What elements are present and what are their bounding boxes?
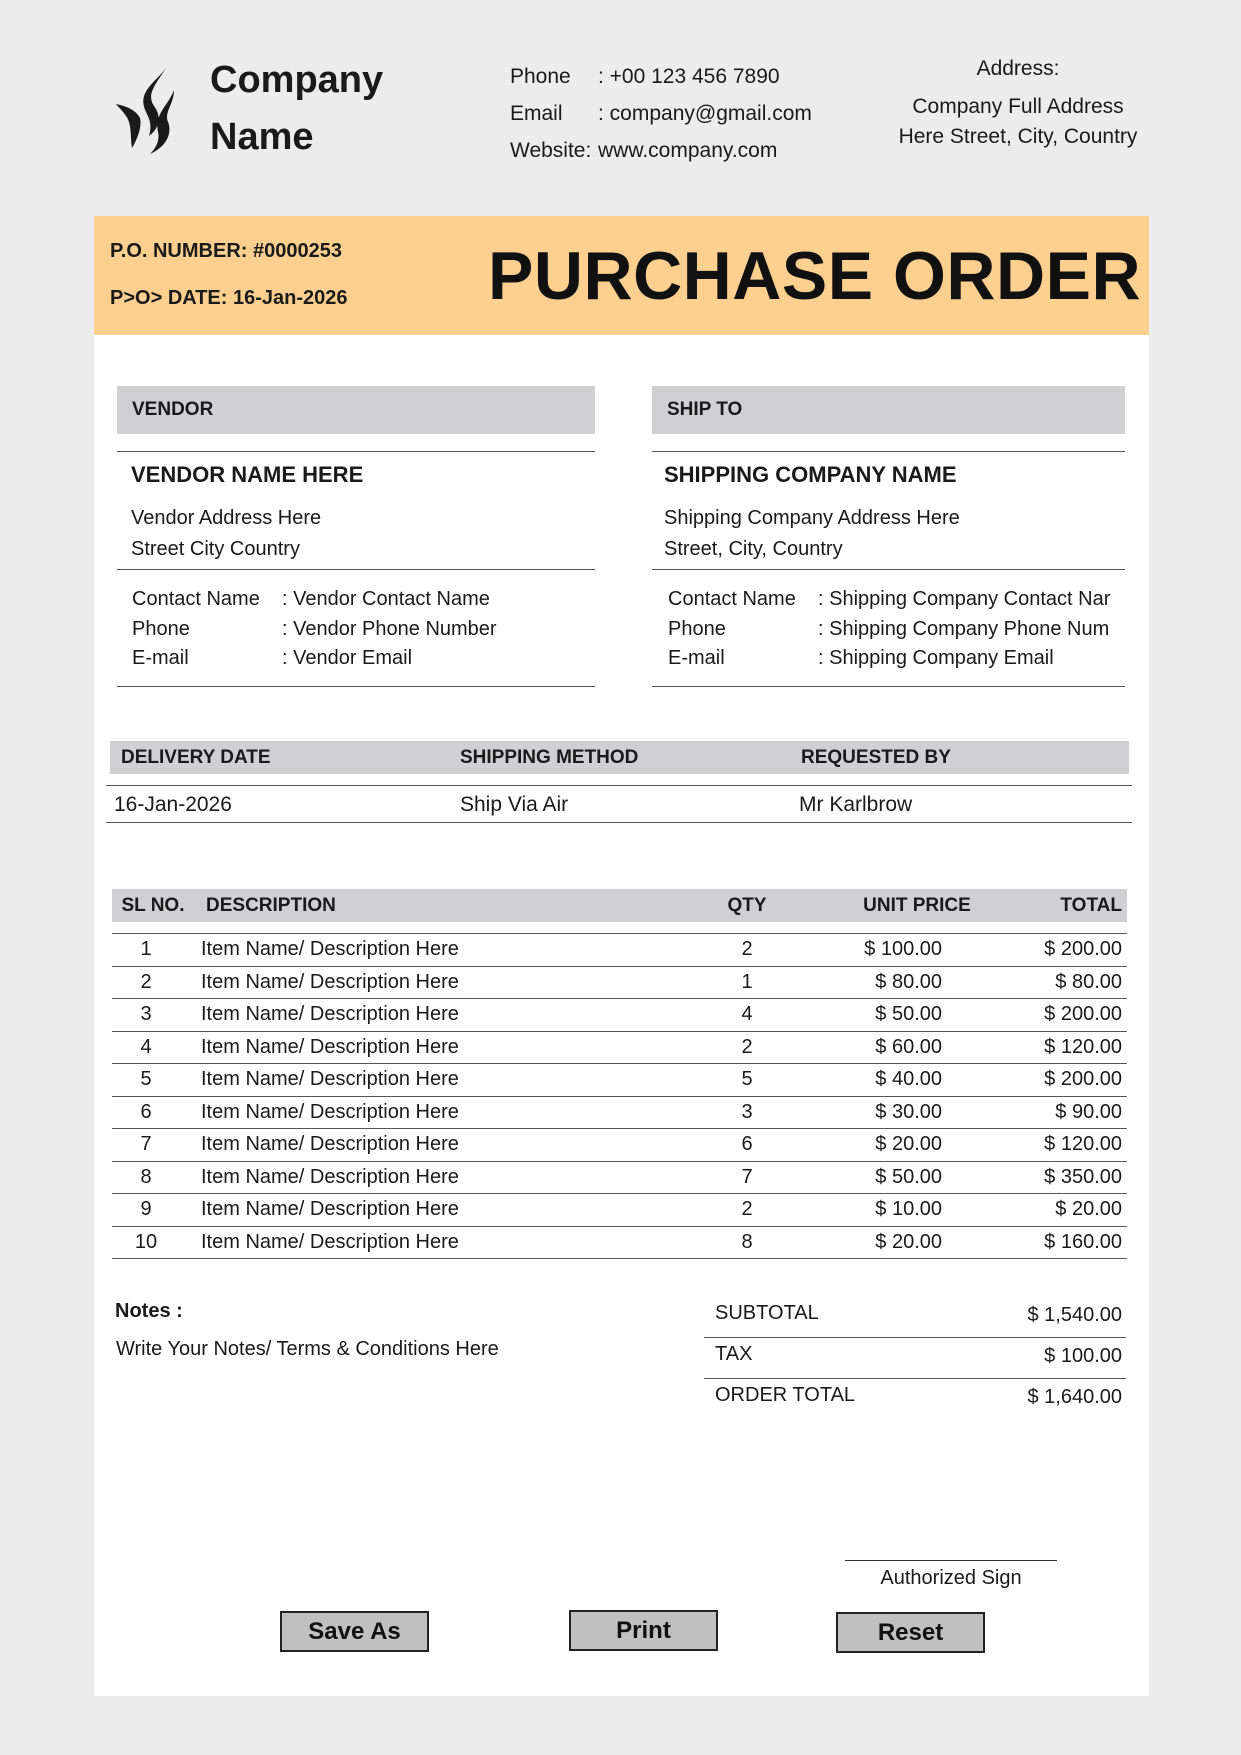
row-description: Item Name/ Description Here xyxy=(201,1003,459,1025)
table-row xyxy=(112,1096,1127,1130)
contact-label: Phone xyxy=(132,617,190,640)
contact-value: www.company.com xyxy=(598,139,778,162)
row-unit-price: $ 20.00 xyxy=(875,1133,942,1155)
address-line2: Here Street, City, Country xyxy=(898,125,1138,148)
divider xyxy=(117,569,595,570)
signature-label: Authorized Sign xyxy=(880,1567,1022,1589)
vendor-heading: VENDOR xyxy=(117,386,595,434)
table-row xyxy=(112,1226,1127,1260)
row-unit-price: $ 60.00 xyxy=(875,1035,942,1058)
vendor-email-row xyxy=(132,644,497,674)
row-unit-price: $ 100.00 xyxy=(864,938,942,960)
company-contact-block xyxy=(510,58,812,169)
ship-to-address-line2: Street, City, Country xyxy=(664,538,843,560)
delivery-date-value: 16-Jan-2026 xyxy=(114,793,232,816)
row-qty: 2 xyxy=(741,938,753,960)
address-label: Address: xyxy=(976,57,1060,80)
table-row xyxy=(112,998,1127,1032)
row-total: $ 200.00 xyxy=(1044,1068,1122,1090)
row-total: $ 200.00 xyxy=(1044,1003,1122,1025)
divider xyxy=(652,569,1125,570)
row-description: Item Name/ Description Here xyxy=(201,1100,459,1123)
row-sl: 10 xyxy=(134,1230,158,1253)
vendor-address-line2: Street City Country xyxy=(131,538,300,560)
row-description: Item Name/ Description Here xyxy=(201,1165,459,1188)
row-description: Item Name/ Description Here xyxy=(201,1230,459,1253)
total-header: TOTAL xyxy=(1060,895,1122,916)
contact-label: E-mail xyxy=(668,647,725,669)
row-total: $ 120.00 xyxy=(1044,1035,1122,1058)
delivery-table-row xyxy=(106,787,1132,823)
ship-to-address xyxy=(664,503,960,565)
contact-value: : company@gmail.com xyxy=(598,102,812,125)
row-sl: 6 xyxy=(140,1100,152,1123)
ship-to-heading: SHIP TO xyxy=(652,386,1125,434)
company-logo-icon xyxy=(116,66,182,156)
row-description: Item Name/ Description Here xyxy=(201,938,459,960)
tax-row xyxy=(704,1334,1126,1374)
row-description: Item Name/ Description Here xyxy=(201,1068,459,1090)
row-total: $ 200.00 xyxy=(1044,938,1122,960)
row-sl: 9 xyxy=(140,1198,152,1220)
contact-value: : Shipping Company Phone Num xyxy=(818,617,1110,640)
signature-line xyxy=(845,1560,1057,1561)
contact-label: Website: xyxy=(510,139,592,162)
company-address-block xyxy=(888,52,1148,152)
contact-value: : +00 123 456 7890 xyxy=(598,65,780,88)
row-qty: 5 xyxy=(741,1068,753,1090)
row-total: $ 20.00 xyxy=(1055,1198,1122,1220)
page-title: PURCHASE ORDER xyxy=(488,238,1142,314)
vendor-name: VENDOR NAME HERE xyxy=(131,462,364,487)
row-sl: 1 xyxy=(140,938,152,960)
row-total: $ 350.00 xyxy=(1044,1165,1122,1188)
table-row xyxy=(112,1128,1127,1162)
row-description: Item Name/ Description Here xyxy=(201,1198,459,1220)
vendor-address xyxy=(131,503,321,565)
contact-label: E-mail xyxy=(132,647,189,669)
table-row xyxy=(112,933,1127,967)
subtotal-row xyxy=(704,1293,1126,1333)
company-name-line1: Company xyxy=(210,59,384,101)
subtotal-value: $ 1,540.00 xyxy=(1027,1304,1122,1326)
shipping-method-value: Ship Via Air xyxy=(460,793,569,816)
contact-email xyxy=(510,95,812,132)
row-description: Item Name/ Description Here xyxy=(201,1035,459,1058)
row-total: $ 160.00 xyxy=(1044,1230,1122,1253)
table-row xyxy=(112,966,1127,1000)
contact-label: Phone xyxy=(668,617,726,640)
delivery-date-header: DELIVERY DATE xyxy=(121,747,271,768)
qty-header: QTY xyxy=(727,895,767,916)
row-unit-price: $ 50.00 xyxy=(875,1003,942,1025)
order-total-value: $ 1,640.00 xyxy=(1027,1386,1122,1408)
ship-to-email-row xyxy=(668,644,1120,674)
notes-label: Notes : xyxy=(115,1300,183,1322)
ship-to-name: SHIPPING COMPANY NAME xyxy=(664,462,957,487)
row-sl: 2 xyxy=(140,970,152,993)
ship-to-contacts xyxy=(668,585,1120,674)
row-total: $ 80.00 xyxy=(1055,970,1122,993)
row-qty: 8 xyxy=(741,1230,753,1253)
requested-by-header: REQUESTED BY xyxy=(801,747,951,768)
divider xyxy=(117,451,595,452)
divider xyxy=(652,686,1125,687)
table-row xyxy=(112,1161,1127,1195)
row-unit-price: $ 30.00 xyxy=(875,1100,942,1123)
requested-by-value: Mr Karlbrow xyxy=(799,793,913,816)
vendor-phone-row xyxy=(132,615,497,645)
row-qty: 4 xyxy=(741,1003,753,1025)
contact-value: : Vendor Phone Number xyxy=(282,617,497,640)
subtotal-label: SUBTOTAL xyxy=(715,1302,819,1324)
company-name-line2: Name xyxy=(210,116,314,158)
row-qty: 7 xyxy=(741,1165,753,1188)
row-qty: 2 xyxy=(741,1198,753,1220)
contact-value: : Vendor Email xyxy=(282,647,413,669)
tax-value: $ 100.00 xyxy=(1044,1345,1122,1367)
row-description: Item Name/ Description Here xyxy=(201,1133,459,1155)
row-qty: 2 xyxy=(741,1035,753,1058)
delivery-table-header xyxy=(110,741,1129,774)
contact-website xyxy=(510,132,812,169)
contact-phone xyxy=(510,58,812,95)
save-as-button[interactable]: Save As xyxy=(280,1611,429,1652)
print-button[interactable]: Print xyxy=(569,1610,718,1651)
tax-label: TAX xyxy=(715,1343,753,1365)
po-number: P.O. NUMBER: #0000253 xyxy=(110,240,342,262)
description-header: DESCRIPTION xyxy=(206,895,336,916)
table-row xyxy=(112,1031,1127,1065)
contact-value: : Vendor Contact Name xyxy=(282,588,490,610)
row-total: $ 120.00 xyxy=(1044,1133,1122,1155)
notes-text: Write Your Notes/ Terms & Conditions Here xyxy=(116,1338,499,1360)
ship-to-contact-name-row xyxy=(668,585,1120,615)
row-sl: 4 xyxy=(140,1035,152,1058)
shipping-method-header: SHIPPING METHOD xyxy=(460,747,639,768)
ship-to-address-line1: Shipping Company Address Here xyxy=(664,507,960,529)
vendor-contact-name-row xyxy=(132,585,497,615)
contact-label: Contact Name xyxy=(132,588,260,610)
row-qty: 1 xyxy=(741,970,753,993)
po-date: P>O> DATE: 16-Jan-2026 xyxy=(110,287,348,309)
po-meta xyxy=(110,228,348,322)
reset-button[interactable]: Reset xyxy=(836,1612,985,1653)
address-line1: Company Full Address xyxy=(912,95,1124,118)
contact-value: : Shipping Company Email xyxy=(818,647,1054,669)
contact-label: Phone xyxy=(510,65,571,88)
row-unit-price: $ 50.00 xyxy=(875,1165,942,1188)
contact-label: Email xyxy=(510,102,563,125)
row-unit-price: $ 80.00 xyxy=(875,970,942,993)
row-sl: 8 xyxy=(140,1165,152,1188)
row-qty: 6 xyxy=(741,1133,753,1155)
table-row xyxy=(112,1063,1127,1097)
row-total: $ 90.00 xyxy=(1055,1100,1122,1123)
row-description: Item Name/ Description Here xyxy=(201,970,459,993)
table-row xyxy=(112,1193,1127,1227)
company-name xyxy=(210,52,383,166)
vendor-contacts xyxy=(132,585,497,674)
divider xyxy=(106,785,1132,786)
divider xyxy=(652,451,1125,452)
divider xyxy=(106,822,1132,823)
unit-price-header: UNIT PRICE xyxy=(863,895,971,916)
contact-value: : Shipping Company Contact Nar xyxy=(818,588,1111,610)
order-total-row xyxy=(704,1375,1126,1415)
ship-to-phone-row xyxy=(668,615,1120,645)
sl-no-header: SL NO. xyxy=(121,895,185,916)
divider xyxy=(117,686,595,687)
row-sl: 3 xyxy=(140,1003,152,1025)
order-total-label: ORDER TOTAL xyxy=(715,1384,856,1406)
row-qty: 3 xyxy=(741,1100,753,1123)
row-unit-price: $ 10.00 xyxy=(875,1198,942,1220)
vendor-address-line1: Vendor Address Here xyxy=(131,507,322,529)
row-sl: 5 xyxy=(140,1068,152,1090)
row-unit-price: $ 40.00 xyxy=(875,1068,942,1090)
contact-label: Contact Name xyxy=(668,588,796,610)
row-sl: 7 xyxy=(140,1133,152,1155)
items-table-header xyxy=(112,889,1127,922)
row-unit-price: $ 20.00 xyxy=(875,1230,942,1253)
